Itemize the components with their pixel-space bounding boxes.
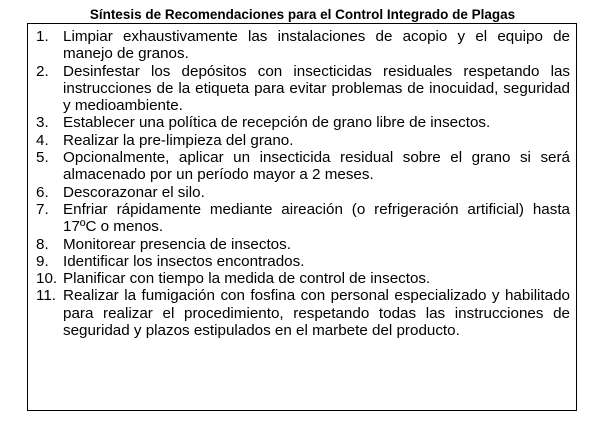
item-number: 2. (36, 62, 49, 80)
list-item (36, 149, 570, 184)
list-item (36, 236, 570, 253)
list-item (36, 28, 570, 63)
document-title: Síntesis de Recomendaciones para el Control Integrado de Plagas (89, 7, 516, 22)
list-item (36, 184, 570, 201)
list-item (36, 287, 570, 339)
list-item (36, 114, 570, 131)
item-text: Establecer una política de recepción de grano libre de insectos. (63, 114, 491, 132)
item-number: 4. (36, 131, 49, 149)
list-item (36, 270, 570, 287)
item-number: 7. (36, 200, 49, 218)
item-text: Planificar con tiempo la medida de control de insectos. (63, 270, 431, 288)
item-text: Opcionalmente, aplicar un insecticida residual sobre el grano si será almacenado por un período mayor a 2 meses. (63, 149, 570, 184)
item-text: Descorazonar el silo. (63, 183, 205, 201)
list-item (36, 132, 570, 149)
item-text: Monitorear presencia de insectos. (63, 235, 291, 253)
item-number: 6. (36, 183, 49, 201)
item-number: 1. (36, 28, 49, 45)
item-text: Identificar los insectos encontrados. (63, 252, 305, 270)
item-number: 3. (36, 114, 49, 132)
item-text: Realizar la fumigación con fosfina con personal especializado y habilitado para realizar el procedimiento, respetando todas las instrucciones de seguridad y plazos estipulados en el marbete del producto. (63, 287, 570, 340)
list-item (36, 63, 570, 115)
item-number: 9. (36, 252, 49, 270)
item-number: 11. (36, 287, 56, 305)
item-number: 5. (36, 149, 49, 167)
item-number: 10. (36, 270, 58, 288)
list-item (36, 201, 570, 236)
item-text: Limpiar exhaustivamente las instalaciones de acopio y el equipo de manejo de granos. (63, 28, 570, 63)
item-text: Realizar la pre-limpieza del grano. (63, 131, 294, 149)
item-text: Enfriar rápidamente mediante aireación (o refrigeración artificial) hasta 17ºC o menos. (63, 200, 570, 236)
item-text: Desinfestar los depósitos con insecticidas residuales respetando las instrucciones de la etiqueta para evitar problemas de inocuidad, seguridad y medioambiente. (63, 62, 570, 115)
recommendations-list (27, 23, 577, 411)
item-number: 8. (36, 235, 49, 253)
list-item (36, 253, 570, 270)
